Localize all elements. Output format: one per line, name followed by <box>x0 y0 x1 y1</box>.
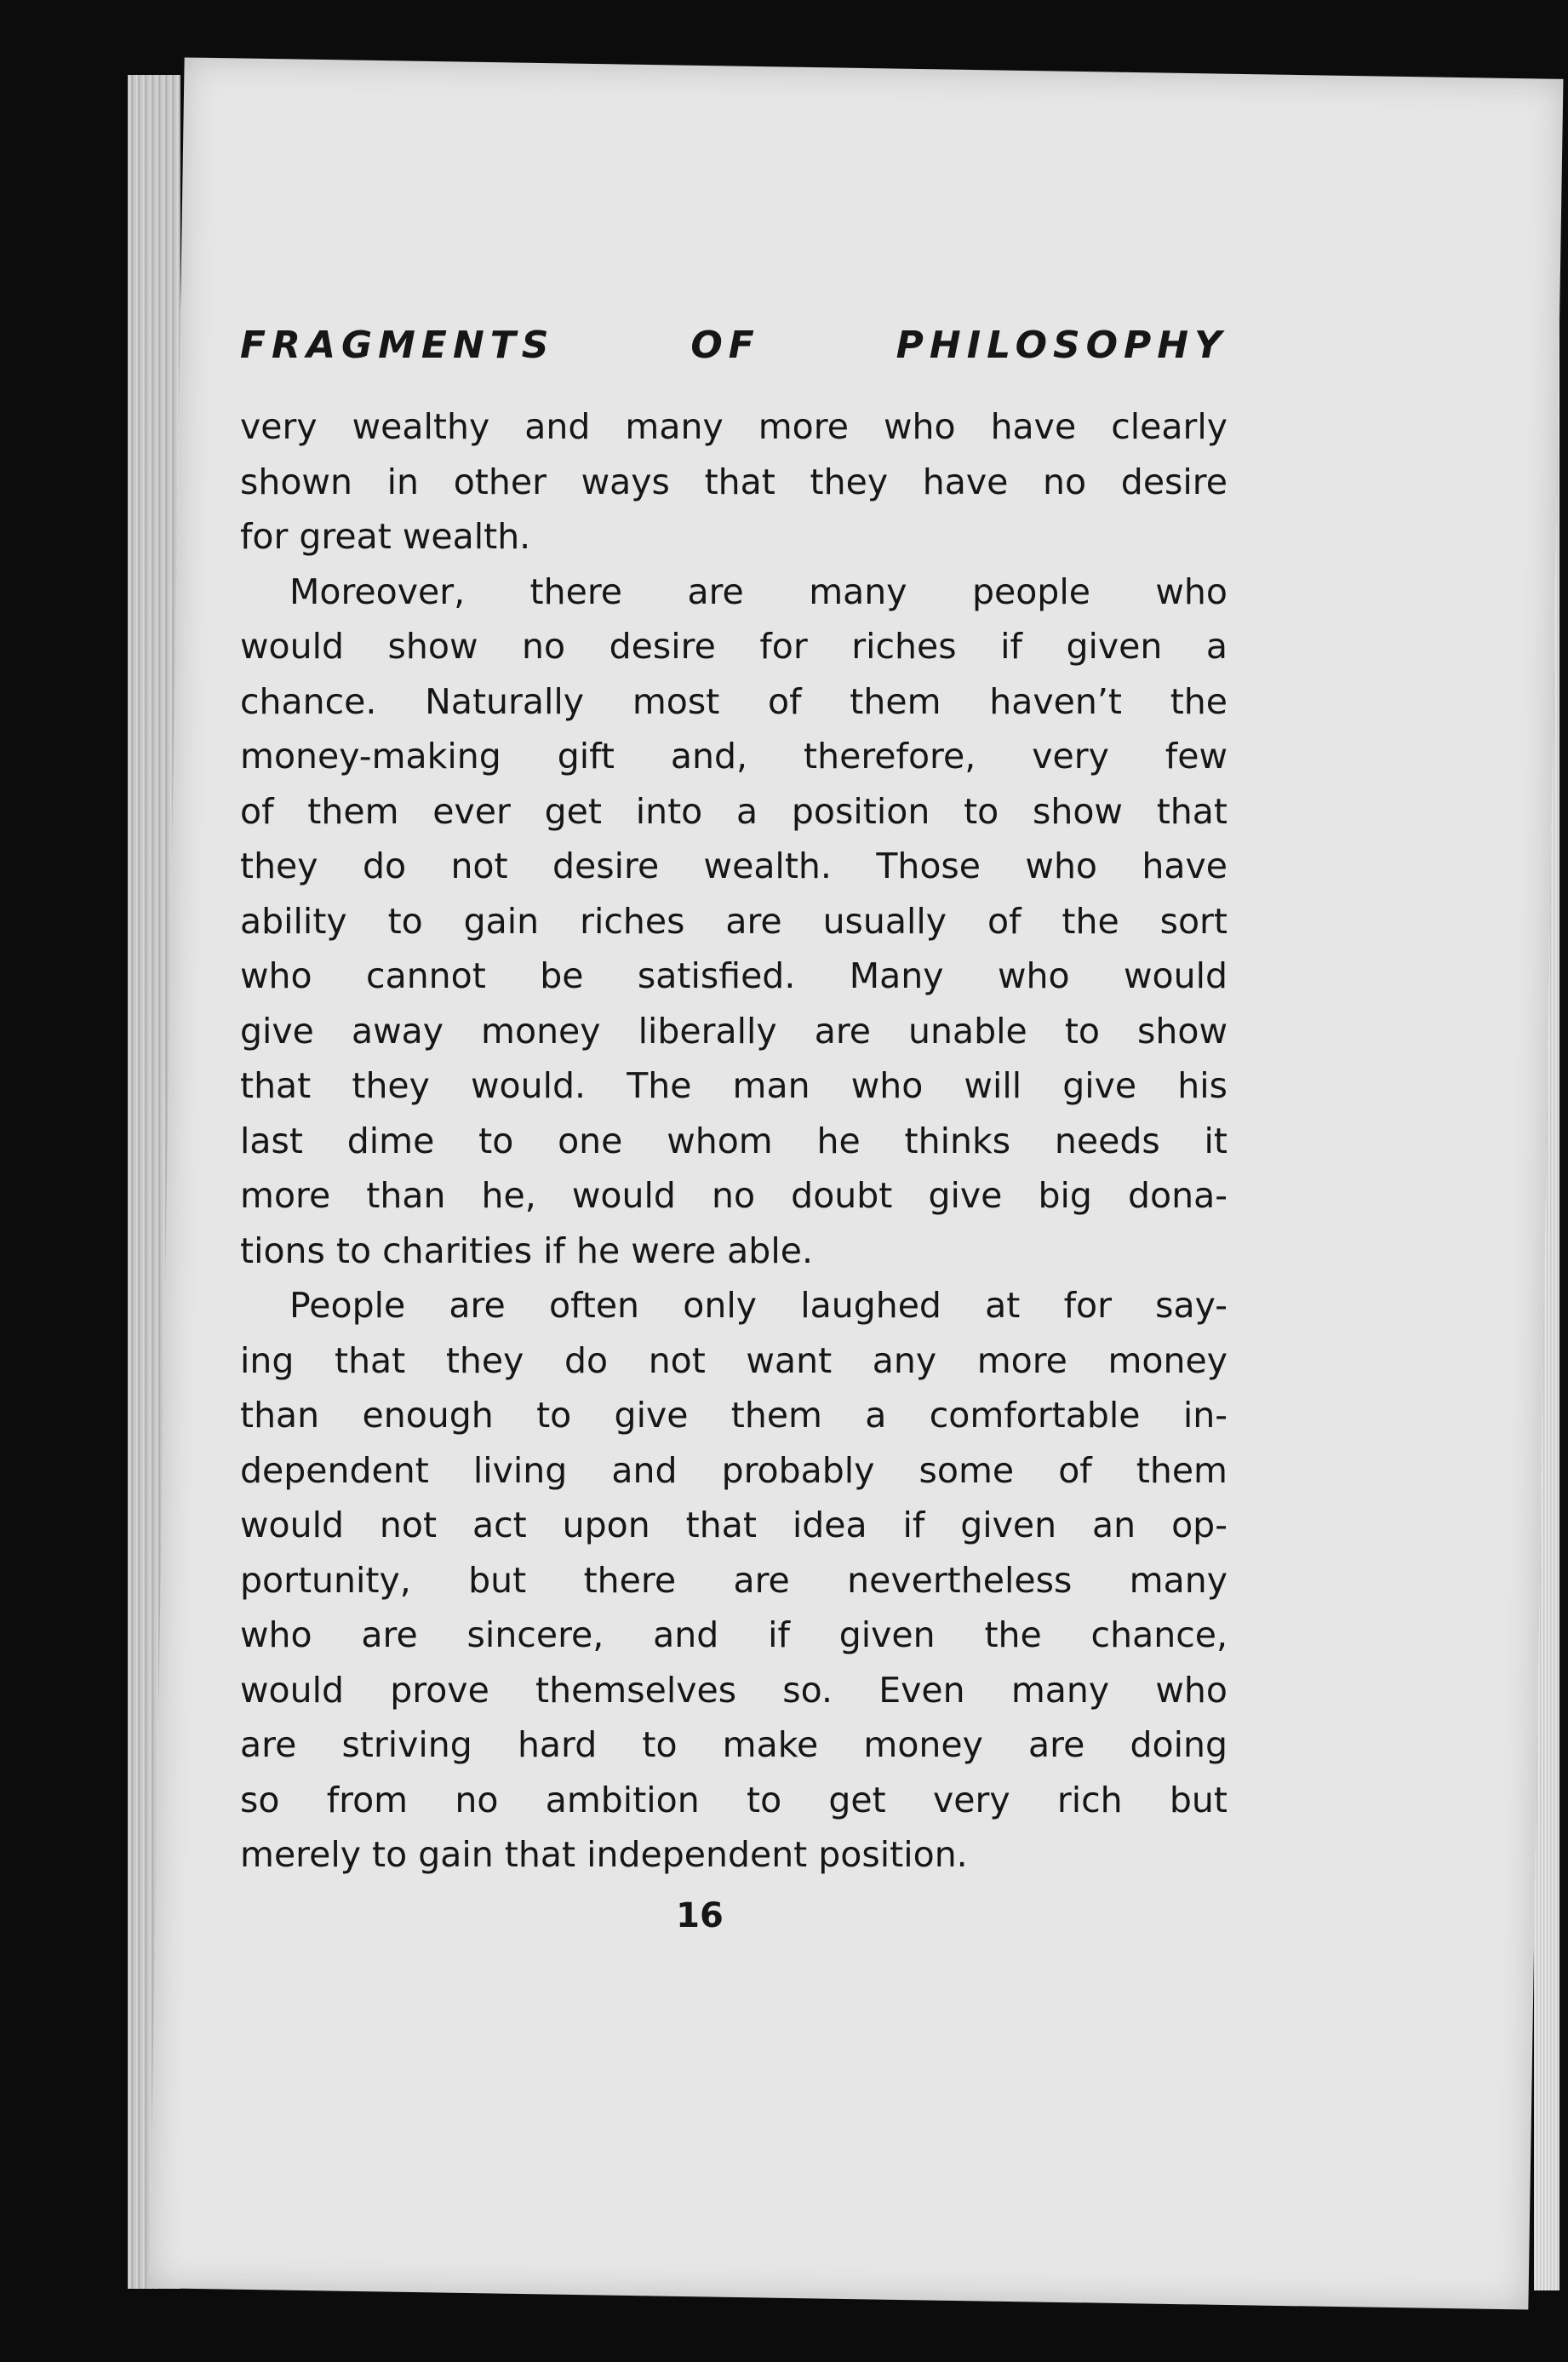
running-head: FRAGMENTS OF PHILOSOPHY <box>240 324 1228 367</box>
text-line: dependent living and probably some of them <box>240 1449 1228 1491</box>
text-line: for great wealth. <box>240 516 531 557</box>
text-line: very wealthy and many more who have clearly <box>240 406 1228 447</box>
text-line: give away money liberally are unable to show <box>240 1010 1228 1052</box>
text-line: they do not desire wealth. Those who have <box>240 846 1228 886</box>
text-line: chance. Naturally most of them haven’t the <box>240 680 1228 722</box>
text-line: ability to gain riches are usually of the sort <box>240 900 1228 942</box>
text-line: last dime to one whom he thinks needs it <box>240 1120 1228 1161</box>
text-line: so from no ambition to get very rich but <box>240 1779 1228 1820</box>
page-number: 16 <box>676 1895 724 1935</box>
text-line: who are sincere, and if given the chance, <box>240 1614 1228 1655</box>
text-line: shown in other ways that they have no desire <box>240 461 1228 502</box>
text-line: ing that they do not want any more money <box>240 1339 1228 1381</box>
text-line: more than he, would no doubt give big dona- <box>240 1175 1228 1216</box>
text-line: would prove themselves so. Even many who <box>240 1669 1228 1711</box>
text-line: People are often only laughed at for say- <box>289 1285 1228 1326</box>
page-text-block <box>240 324 1228 1935</box>
text-line: tions to charities if he were able. <box>240 1230 813 1271</box>
text-line: are striving hard to make money are doing <box>240 1724 1228 1765</box>
text-line: of them ever get into a position to show that <box>240 790 1228 832</box>
text-line: Moreover, there are many people who <box>289 570 1228 612</box>
text-line: portunity, but there are nevertheless many <box>240 1559 1228 1601</box>
text-line: who cannot be satisfied. Many who would <box>240 955 1228 996</box>
text-line: money-making gift and, therefore, very few <box>240 736 1228 777</box>
text-line: would not act upon that idea if given an op- <box>240 1505 1228 1545</box>
text-line: would show no desire for riches if given a <box>240 626 1228 667</box>
text-line: that they would. The man who will give his <box>240 1065 1228 1106</box>
text-line: than enough to give them a comfortable in- <box>240 1395 1228 1436</box>
body-text <box>240 399 1228 1883</box>
text-line: merely to gain that independent position. <box>240 1834 968 1875</box>
